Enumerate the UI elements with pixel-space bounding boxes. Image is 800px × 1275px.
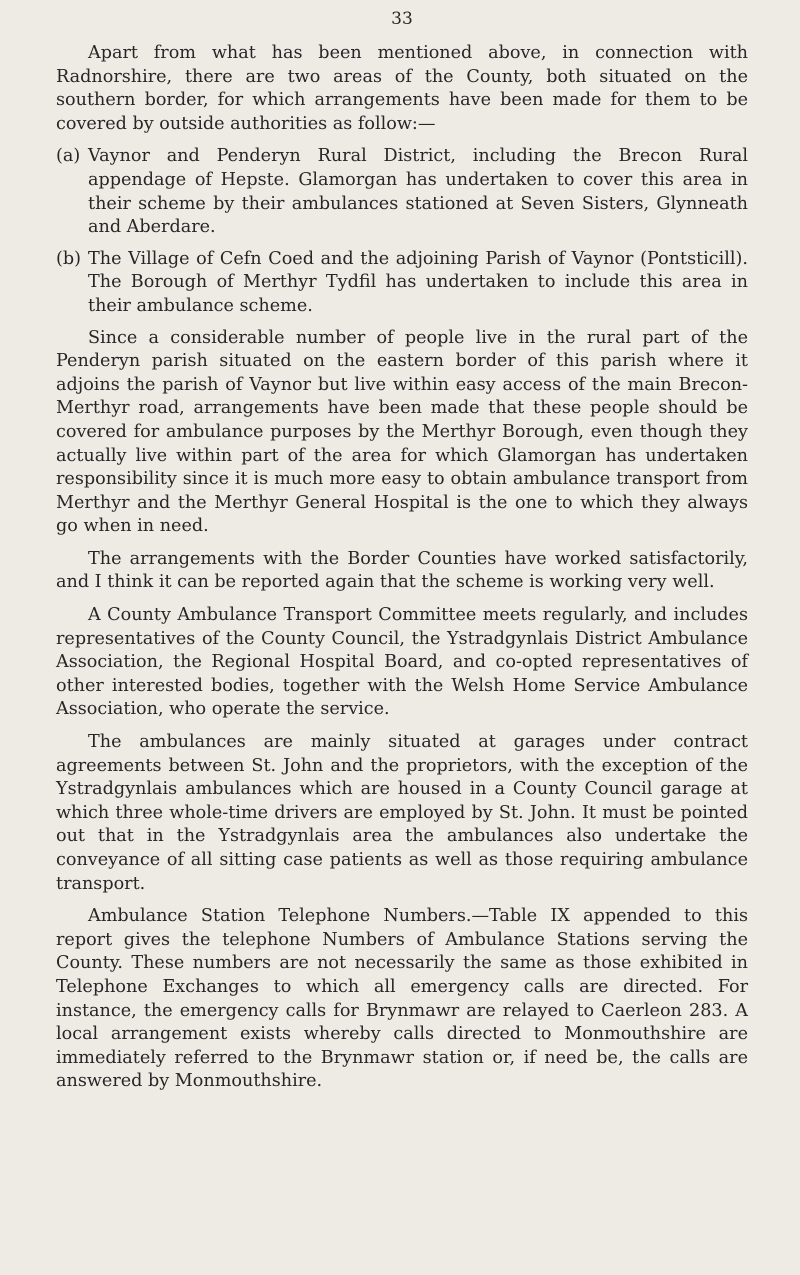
list-text-b: The Village of Cefn Coed and the adjoining Parish of Vaynor (Pontsticill). The Borough of Merthyr Tydfil has undertaken to include this area in their ambulance scheme. [88,248,748,316]
paragraph-telephone-numbers: Ambulance Station Telephone Numbers.—Table IX appended to this report gives the telephone Numbers of Ambulance Stations serving the County. These numbers are not necessarily the same as those exhibited in Telephone Exchanges to which all emergency calls are directed. For instance, the emergency calls for Brynmawr are relayed to Caerleon 283. A local arrangement exists whereby calls directed to Monmouthshire are immediately referred to the Brynmawr station or, if need be, the calls are answered by Monmouthshire. [56,906,748,1092]
list-item-b [56,248,748,319]
intro-paragraph: Apart from what has been mentioned above, in connection with Radnorshire, there are two areas of the County, both situated on the southern border, for which arrangements have been made for them to be covered by outside authorities as follow:— [56,43,748,134]
list-marker-a: (a) [56,146,81,167]
paragraph-border-counties: The arrangements with the Border Counties have worked satisfactorily, and I think it can be reported again that the scheme is working very well. [56,548,748,593]
paragraph-penderyn: Since a considerable number of people live in the rural part of the Penderyn parish situated on the eastern border of this parish where it adjoins the parish of Vaynor but live within easy access of the main Brecon-Merthyr road, arrangements have been made that these people should be covered for ambulance purposes by the Merthyr Borough, even though they actually live within part of the area for which Glamorgan has undertaken responsibility since it is much more easy to obtain ambulance transport from Merthyr and the Merthyr General Hospital is the one to which they always go when in need. [56,327,748,537]
page-number: 33 [391,9,413,29]
paragraph-garages: The ambulances are mainly situated at garages under contract agreements between St. John and the proprietors, with the exception of the Ystradgynlais ambulances which are housed in a County Council garage at which three whole-time drivers are employed by St. John. It must be pointed out that in the Ystradgynlais area the ambulances also undertake the conveyance of all sitting case patients as well as those requiring ambulance transport. [56,732,748,894]
paragraph-committee: A County Ambulance Transport Committee meets regularly, and includes representatives of the County Council, the Ystradgynlais District Ambulance Association, the Regional Hospital Board, and co-opted representatives of other interested bodies, together with the Welsh Home Service Ambulance Association, who operate the service. [56,605,748,720]
list-item-a [56,145,748,239]
list-text-a: Vaynor and Penderyn Rural District, including the Brecon Rural appendage of Hepste. Glamorgan has undertaken to cover this area in their scheme by their ambulances stationed at Seven Sisters, Glynneath and Aberdare. [88,146,748,238]
list-marker-b: (b) [56,248,81,269]
